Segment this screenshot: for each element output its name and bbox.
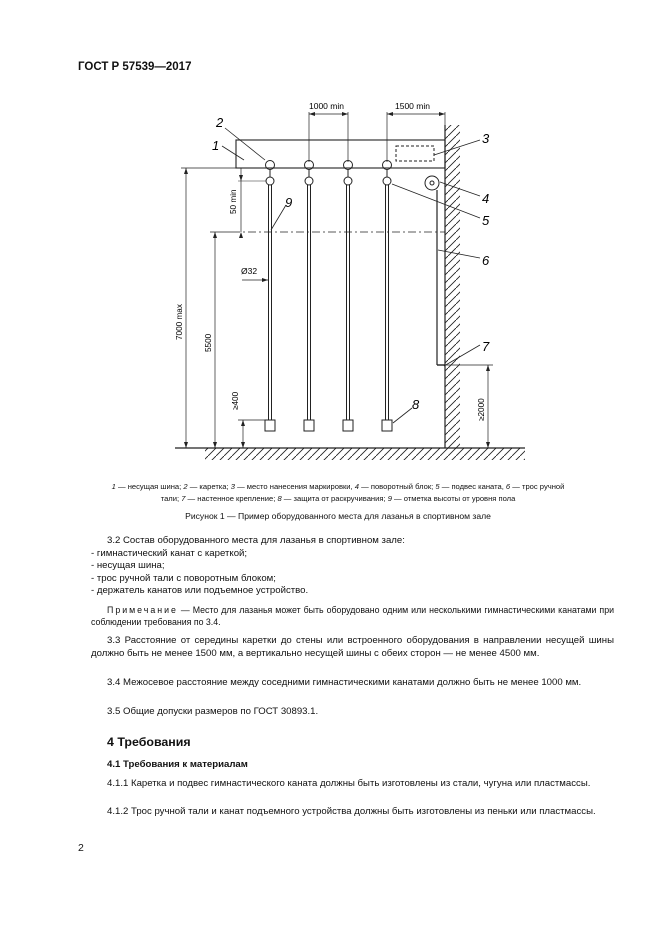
page-number: 2 <box>78 842 84 854</box>
legend-num: 6 <box>505 482 511 491</box>
legend-num: 3 <box>230 482 235 491</box>
section-4-1-1 <box>91 778 614 791</box>
section-3-4 <box>91 677 614 690</box>
legend-line-1 <box>80 481 596 493</box>
leader-8 <box>393 408 412 423</box>
dim-1500-label: 1500 min <box>395 101 430 111</box>
dim-400-label: ≥400 <box>231 391 240 410</box>
section-4-heading: 4 Требования <box>107 735 191 749</box>
dim-5500-label: 5500 <box>204 333 213 352</box>
legend-num: 2 <box>183 482 188 491</box>
legend-text: — защита от раскручивания; <box>281 494 388 503</box>
legend-text: тали; <box>160 494 182 503</box>
rope-3 <box>343 161 353 432</box>
section-4-1-1-text: 4.1.1 Каретка и подвес гимнастического каната должны быть изготовлены из стали, чугуна или пластмассы. <box>107 778 591 789</box>
wall-hatching <box>445 125 460 448</box>
legend-num: 4 <box>354 482 360 491</box>
legend-num: 1 <box>111 482 116 491</box>
legend-text: — несущая шина; <box>115 482 184 491</box>
list-item: - держатель канатов или подъемное устройство. <box>91 585 309 597</box>
list-item: - трос ручной тали с поворотным блоком; <box>91 572 276 584</box>
section-3-2 <box>91 535 614 598</box>
marking-place <box>396 146 434 161</box>
legend-text: — отметка высоты от уровня пола <box>391 494 516 503</box>
figure-caption: Рисунок 1 — Пример оборудованного места для лазанья в спортивном зале <box>185 511 491 521</box>
legend-text: — подвес каната, <box>439 482 506 491</box>
callout-8: 8 <box>412 397 420 412</box>
callout-6: 6 <box>482 253 490 268</box>
legend-text: — поворотный блок; <box>359 482 436 491</box>
note-paragraph <box>91 605 614 629</box>
section-3-5-text: 3.5 Общие допуски размеров по ГОСТ 30893.1. <box>107 706 319 717</box>
note-text: — Место для лазанья может быть оборудовано одним или несколькими гимнастическими канатами при соблюдении требования по 3.4. <box>91 605 614 627</box>
callout-9: 9 <box>285 195 293 210</box>
rope-1 <box>265 161 275 432</box>
section-3-4-text: 3.4 Межосевое расстояние между соседними гимнастическими канатами должно быть не менее 1000 мм. <box>107 677 582 688</box>
leader-2 <box>225 128 265 160</box>
section-3-2-title: 3.2 Состав оборудованного места для лазанья в спортивном зале: <box>107 535 405 546</box>
legend-text: — трос ручной <box>510 482 565 491</box>
figure-legend <box>80 481 596 505</box>
legend-text: — место нанесения маркировки, <box>234 482 355 491</box>
legend-line-2 <box>80 493 596 505</box>
dim-1000-label: 1000 min <box>309 101 344 111</box>
section-3-3-text: 3.3 Расстояние от середины каретки до стены или встроенного оборудования в направлении несущей шины должно быть не менее 1500 мм, а вертикально несущей шины с обеих сторон — не менее 4500 мм. <box>91 635 614 659</box>
swivel-pulley <box>425 176 439 190</box>
legend-num: 8 <box>277 494 282 503</box>
carrier-rail <box>236 140 445 168</box>
callout-7: 7 <box>482 339 490 354</box>
list-item: - гимнастический канат с кареткой; <box>91 547 248 559</box>
callout-2: 2 <box>216 115 224 130</box>
legend-num: 7 <box>181 494 186 503</box>
section-4-1-heading: 4.1 Требования к материалам <box>107 759 248 770</box>
section-3-5 <box>91 706 614 719</box>
callout-4: 4 <box>482 191 490 206</box>
leader-9 <box>271 205 286 230</box>
leader-1 <box>222 146 244 160</box>
callout-3: 3 <box>482 131 490 146</box>
legend-num: 5 <box>435 482 440 491</box>
note-label: Примечание <box>107 605 178 615</box>
callout-1: 1 <box>212 138 220 153</box>
rope-4 <box>382 161 392 432</box>
rope-2 <box>304 161 314 432</box>
dim-2000-label: ≥2000 <box>477 398 486 421</box>
floor-hatching <box>205 448 525 460</box>
dim-d32-label: Ø32 <box>241 266 258 276</box>
legend-num: 9 <box>387 494 392 503</box>
section-4-1-2 <box>91 806 614 819</box>
document-header: ГОСТ Р 57539—2017 <box>78 61 192 73</box>
list-item: - несущая шина; <box>91 560 165 572</box>
section-3-3 <box>91 635 614 660</box>
legend-text: — настенное крепление; <box>185 494 278 503</box>
callout-5: 5 <box>482 213 490 228</box>
note <box>91 605 614 629</box>
legend-text: — каретка; <box>187 482 231 491</box>
dim-7000-label: 7000 max <box>175 304 184 340</box>
dim-50-label: 50 min <box>229 189 238 214</box>
section-4-1-2-text: 4.1.2 Трос ручной тали и канат подъемного устройства должны быть изготовлены из пеньки или пластмассы. <box>107 806 596 817</box>
